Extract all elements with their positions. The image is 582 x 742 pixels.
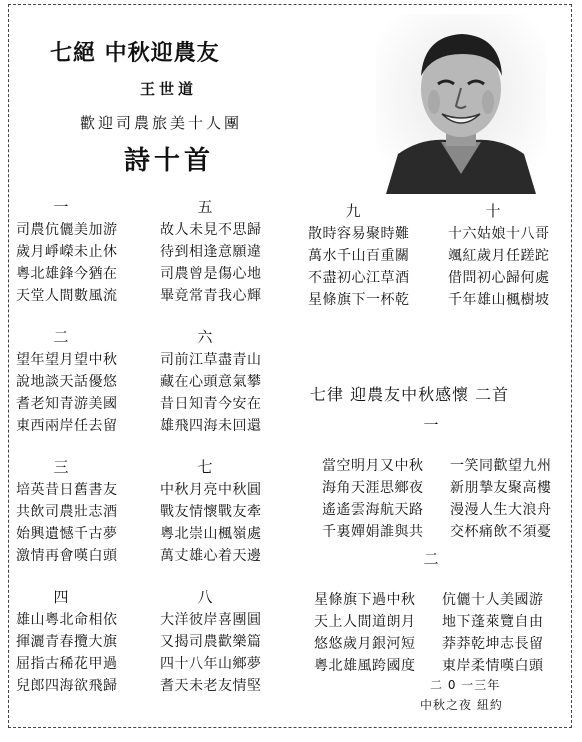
poem-line: 畢竟常青我心輝 — [160, 288, 262, 304]
lu-line-left: 遙遙雲海航天路 — [322, 502, 424, 518]
lu-title: 七律 迎農友中秋感懷 二首 — [310, 385, 510, 404]
poem-line: 粵北雄鋒今猶在 — [16, 266, 118, 282]
poem-line: 歲月崢嶸未止休 — [16, 244, 118, 260]
poem-line: 司農曾是傷心地 — [160, 266, 262, 282]
lu-line-right: 漫漫人生大浪舟 — [450, 502, 552, 518]
poem-line: 散時容易聚時難 — [308, 226, 410, 242]
poem-line: 揮灑青春攬大旗 — [16, 634, 118, 650]
poem-line: 說地談天話優悠 — [16, 374, 118, 390]
poem-line: 四十八年山鄉夢 — [160, 656, 262, 672]
poem-line: 颯紅歲月任蹉跎 — [448, 248, 550, 264]
dedication: 歡迎司農旅美十人團 — [80, 114, 243, 132]
poem-number: 八 — [197, 588, 213, 606]
poem-title: 七絕 中秋迎農友 — [50, 41, 220, 66]
poem-line: 共飲司農壯志酒 — [16, 504, 118, 520]
poem-line: 故人未見不思歸 — [160, 222, 262, 238]
poem-line: 大洋彼岸喜團圓 — [160, 612, 262, 628]
poem-line: 中秋月亮中秋圓 — [160, 482, 262, 498]
poem-line: 星條旗下一杯乾 — [308, 292, 410, 308]
author-name: 王世道 — [140, 80, 198, 98]
poem-line: 萬水千山百重關 — [308, 248, 410, 264]
poem-line: 天堂人間數風流 — [16, 288, 118, 304]
lu-line-left: 海角天涯思鄉夜 — [322, 480, 424, 496]
poem-line: 千年雄山楓樹坡 — [448, 292, 550, 308]
lu-line-right: 新朋摯友聚高樓 — [450, 480, 552, 496]
poem-line: 不盡初心江草酒 — [308, 270, 410, 286]
poem-line: 又揭司農歡樂篇 — [160, 634, 262, 650]
lu-line-right: 地下蓬萊覽自由 — [442, 614, 544, 630]
poem-line: 司農伉儷美加游 — [16, 222, 118, 238]
portrait-photo — [376, 14, 546, 194]
lu-line-right: 伉儷十人美國游 — [442, 592, 544, 608]
poem-number: 七 — [197, 458, 213, 476]
poem-line: 培英昔日舊書友 — [16, 482, 118, 498]
lu-line-left: 粵北雄風跨國度 — [314, 658, 416, 674]
lu-line-right: 莽莽乾坤志長留 — [442, 636, 544, 652]
poem-line: 望年望月望中秋 — [16, 352, 118, 368]
poem-number: 六 — [197, 328, 213, 346]
poem-line: 昔日知青今安在 — [160, 396, 262, 412]
poem-line: 屈指古稀花甲過 — [16, 656, 118, 672]
lu-line-right: 交杯痛飲不須憂 — [450, 524, 552, 540]
poem-line: 始興遺憾千古夢 — [16, 526, 118, 542]
poem-line: 萬丈雄心着天邊 — [160, 548, 262, 564]
poem-number: 五 — [197, 198, 213, 216]
lu-line-left: 當空明月又中秋 — [322, 458, 424, 474]
poem-number: 四 — [53, 588, 69, 606]
lu-number: 一 — [423, 416, 439, 434]
lu-line-left: 悠悠歲月銀河短 — [314, 636, 416, 652]
poem-line: 借問初心歸何處 — [448, 270, 550, 286]
poem-line: 戰友情懷戰友牽 — [160, 504, 262, 520]
poem-number: 十 — [485, 202, 501, 220]
poem-number: 二 — [53, 328, 69, 346]
poem-number: 三 — [53, 458, 69, 476]
lu-line-right: 東岸柔情嘆白頭 — [442, 658, 544, 674]
poem-line: 待到相逢意願違 — [160, 244, 262, 260]
lu-line-right: 一笑同歡望九州 — [450, 458, 552, 474]
poem-line: 耆老知青游美國 — [16, 396, 118, 412]
poem-number: 一 — [53, 198, 69, 216]
poem-line: 粵北崇山楓嶺處 — [160, 526, 262, 542]
signature-year: 二 0 一三年 — [430, 678, 501, 692]
poem-number: 九 — [345, 202, 361, 220]
lu-line-left: 千裏嬋娟誰與共 — [322, 524, 424, 540]
poem-line: 藏在心頭意氣攀 — [160, 374, 262, 390]
poem-line: 雄山粵北命相依 — [16, 612, 118, 628]
poem-line: 司前江草盡青山 — [160, 352, 262, 368]
poem-line: 激情再會嘆白頭 — [16, 548, 118, 564]
lu-line-left: 天上人間道朗月 — [314, 614, 416, 630]
poem-line: 兒郎四海欲飛歸 — [16, 678, 118, 694]
poem-line: 耆天未老友情堅 — [160, 678, 262, 694]
lu-number: 二 — [423, 550, 439, 568]
collection-subtitle: 詩十首 — [124, 146, 215, 176]
lu-line-left: 星條旗下過中秋 — [314, 592, 416, 608]
poem-line: 東西兩岸任去留 — [16, 418, 118, 434]
poem-line: 雄飛四海未回還 — [160, 418, 262, 434]
poem-line: 十六姑娘十八哥 — [448, 226, 550, 242]
signature-place: 中秋之夜 紐約 — [420, 698, 503, 712]
